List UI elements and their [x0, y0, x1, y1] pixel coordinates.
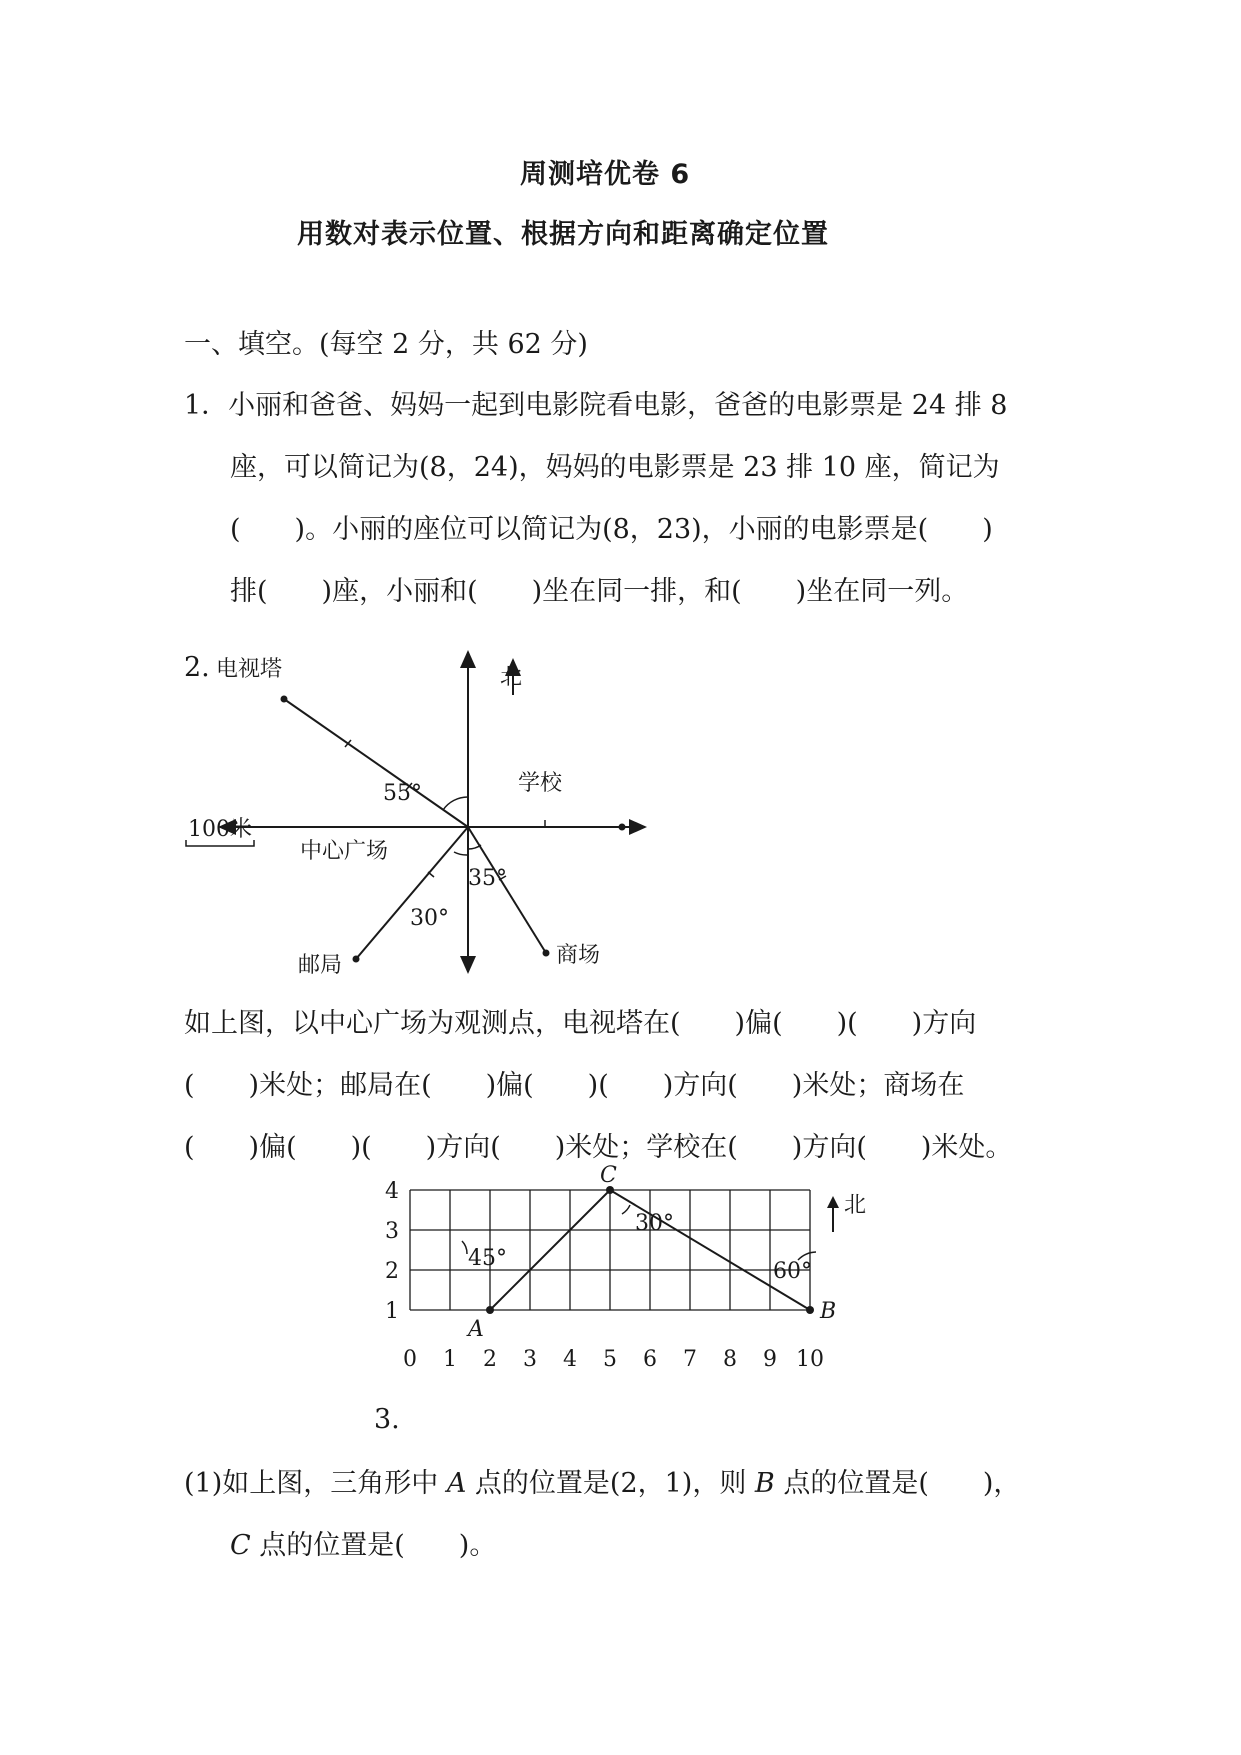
q3-number: 3.: [374, 1404, 400, 1435]
x-tick-label: 10: [796, 1347, 824, 1372]
tv-tower-point: [281, 696, 288, 703]
label-angle-30b: 30°: [635, 1211, 674, 1236]
label-tv-tower: 电视塔: [216, 657, 283, 682]
x-tick-label: 2: [483, 1347, 497, 1372]
label-angle-55: 55°: [383, 781, 422, 806]
label-post-office: 邮局: [298, 953, 343, 978]
page-title: 周测培优卷 6: [520, 159, 691, 190]
x-tick-label: 9: [763, 1347, 777, 1372]
label-point-b: B: [820, 1299, 837, 1324]
tv-tower-line: [284, 699, 468, 827]
x-tick-label: 0: [403, 1347, 417, 1372]
compass-diagram: [188, 640, 660, 980]
page-subtitle: 用数对表示位置、根据方向和距离确定位置: [297, 219, 829, 250]
label-north-2: 北: [844, 1193, 867, 1218]
school-point: [619, 824, 626, 831]
label-angle-30: 30°: [410, 906, 449, 931]
label-mall: 商场: [556, 943, 601, 968]
section-heading: 一、填空。(每空 2 分，共 62 分): [184, 329, 588, 360]
q2-line-3: ( )偏( )( )方向( )米处；学校在( )方向( )米处。: [184, 1132, 1013, 1163]
y-tick-label: 4: [385, 1179, 399, 1204]
x-tick-label: 4: [563, 1347, 577, 1372]
q2-line-2: ( )米处；邮局在( )偏( )( )方向( )米处；商场在: [184, 1070, 965, 1101]
label-center: 中心广场: [300, 839, 389, 864]
mall-point: [543, 950, 550, 957]
label-school: 学校: [518, 771, 563, 796]
x-tick-label: 5: [603, 1347, 617, 1372]
north-arrow-2: [827, 1196, 839, 1208]
point-b: [806, 1306, 814, 1314]
point-a: [486, 1306, 494, 1314]
q3-sub1-line-1: (1)如上图，三角形中 A 点的位置是(2，1)，则 B 点的位置是( )，: [184, 1468, 1021, 1499]
q3-sub1-line-2: C 点的位置是( )。: [230, 1530, 497, 1561]
x-tick-label: 8: [723, 1347, 737, 1372]
label-angle-45: 45°: [468, 1246, 507, 1271]
q2-number: 2.: [184, 652, 210, 683]
x-tick-labels: [403, 1347, 824, 1372]
label-point-a: A: [468, 1317, 484, 1342]
y-tick-labels: [385, 1179, 399, 1324]
q1-line-1: 1．小丽和爸爸、妈妈一起到电影院看电影，爸爸的电影票是 24 排 8: [184, 390, 1008, 421]
q1-line-4: 排( )座，小丽和( )坐在同一排，和( )坐在同一列。: [230, 576, 969, 607]
label-point-c: C: [600, 1163, 617, 1188]
q1-line-3: ( )。小丽的座位可以简记为(8，23)，小丽的电影票是( ): [230, 514, 993, 545]
x-tick-label: 6: [643, 1347, 657, 1372]
label-scale: 100米: [188, 817, 252, 842]
y-tick-label: 3: [385, 1219, 399, 1244]
y-tick-label: 2: [385, 1259, 399, 1284]
label-angle-35: 35°: [468, 866, 507, 891]
x-tick-label: 3: [523, 1347, 537, 1372]
grid-diagram: [360, 1163, 880, 1430]
post-office-point: [353, 956, 360, 963]
label-angle-60: 60°: [773, 1259, 812, 1284]
q2-line-1: 如上图，以中心广场为观测点，电视塔在( )偏( )( )方向: [184, 1008, 977, 1039]
label-north: 北: [500, 665, 523, 690]
x-tick-label: 1: [443, 1347, 457, 1372]
y-tick-label: 1: [385, 1299, 399, 1324]
x-tick-label: 7: [683, 1347, 697, 1372]
q1-line-2: 座，可以简记为(8，24)，妈妈的电影票是 23 排 10 座，简记为: [230, 452, 1000, 483]
